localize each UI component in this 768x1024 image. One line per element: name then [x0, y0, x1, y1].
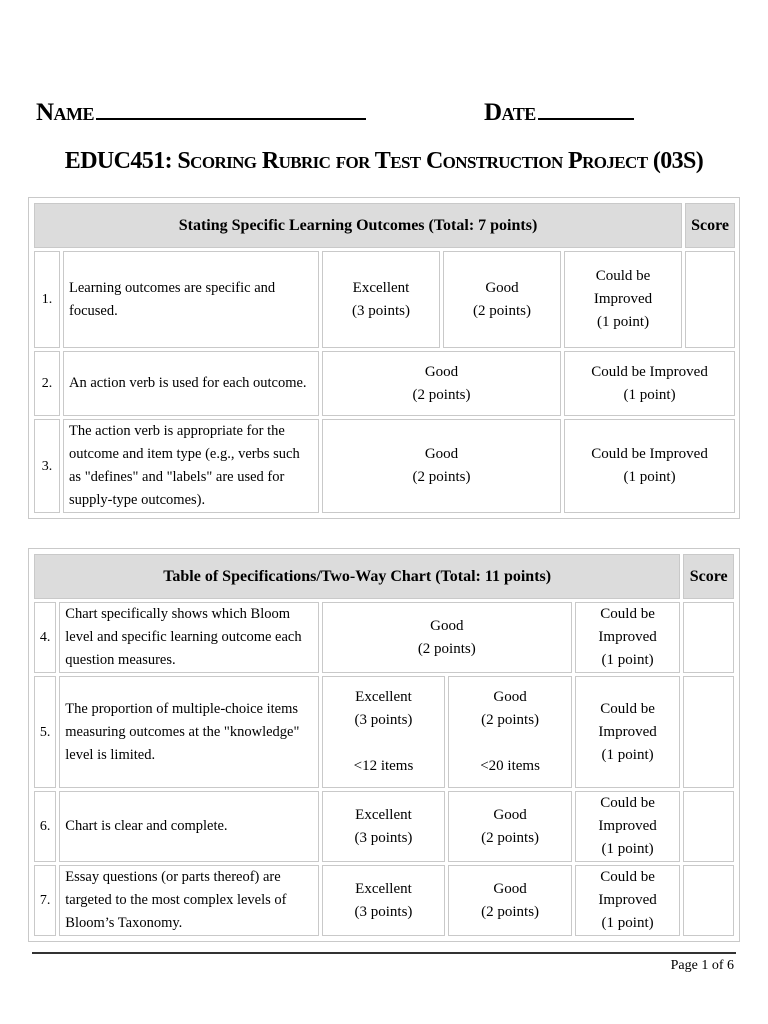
level-points: (1 point) — [596, 314, 650, 330]
name-field[interactable] — [36, 96, 366, 127]
level-points: (2 points) — [481, 829, 540, 846]
row-number: 2. — [34, 351, 60, 416]
level-label: Could be Improved — [598, 795, 657, 834]
level-could-be-improved — [564, 351, 735, 416]
criterion-text: An action verb is used for each outcome. — [63, 351, 319, 416]
level-could-be-improved — [564, 419, 735, 513]
page-number: Page 1 of 6 — [670, 958, 734, 973]
level-label: Could be Improved — [598, 700, 657, 740]
level-points: (1 point) — [601, 915, 654, 931]
level-points: (2 points) — [412, 469, 471, 485]
name-label: Name — [36, 99, 95, 126]
rubric-section-specifications — [28, 548, 740, 942]
date-label: Date — [484, 99, 536, 126]
level-points: (1 point) — [601, 746, 654, 763]
level-points: (1 point) — [623, 386, 676, 403]
section-header-row — [34, 203, 738, 248]
score-cell[interactable] — [683, 602, 734, 673]
level-points: (2 points) — [473, 302, 531, 319]
rubric-table-specifications — [31, 551, 737, 939]
level-label: Good — [430, 617, 464, 634]
rubric-table-outcomes — [31, 200, 741, 516]
table-row — [34, 676, 734, 788]
footer-divider — [32, 952, 736, 954]
criterion-text: Essay questions (or parts thereof) are targeted to the most complex levels of Bloom’s Taxonomy. — [59, 865, 318, 936]
date-blank-line[interactable] — [538, 96, 634, 120]
level-points: (1 point) — [601, 841, 654, 857]
level-note: <12 items — [353, 758, 414, 774]
criterion-text: The action verb is appropriate for the outcome and item type (e.g., verbs such as "defines" and "labels" are used for supply-type outcomes). — [63, 419, 319, 513]
level-good — [322, 419, 561, 513]
score-cell[interactable] — [685, 251, 735, 348]
level-excellent — [322, 865, 446, 936]
row-number: 6. — [34, 791, 56, 862]
table-row — [34, 419, 738, 513]
level-label: Good — [424, 363, 459, 380]
score-header: Score — [683, 554, 734, 599]
level-label: Could be Improved — [598, 869, 657, 908]
section-header-row — [34, 554, 734, 599]
level-points: (3 points) — [354, 829, 413, 846]
criterion-text: Chart specifically shows which Bloom level and specific learning outcome each question measures. — [59, 602, 318, 673]
score-header: Score — [685, 203, 735, 248]
level-label: Good — [493, 880, 527, 897]
level-good — [443, 251, 561, 348]
level-label: Could be Improved — [591, 363, 708, 380]
level-points: (3 points) — [352, 302, 410, 319]
score-cell[interactable] — [683, 865, 734, 936]
table-row — [34, 251, 738, 348]
section-heading: Table of Specifications/Two-Way Chart (Total: 11 points) — [34, 554, 680, 599]
level-good — [448, 676, 572, 788]
level-points: (3 points) — [354, 903, 413, 920]
table-row — [34, 602, 734, 673]
level-label: Excellent — [355, 880, 412, 897]
level-points: (1 point) — [623, 469, 676, 485]
row-number: 1. — [34, 251, 60, 348]
level-points: (3 points) — [354, 712, 413, 728]
date-field[interactable] — [484, 96, 634, 127]
level-good — [448, 791, 572, 862]
rubric-section-outcomes — [28, 197, 740, 519]
table-row — [34, 791, 734, 862]
level-label: Good — [424, 446, 459, 462]
level-label: Good — [493, 689, 527, 705]
name-blank-line[interactable] — [96, 96, 366, 120]
level-label: Excellent — [355, 689, 412, 705]
level-label: Could be Improved — [593, 268, 653, 307]
level-good — [322, 602, 572, 673]
level-label: Excellent — [355, 806, 412, 823]
level-points: (1 point) — [601, 652, 654, 668]
table-row — [34, 351, 738, 416]
page-title: EDUC451: Scoring Rubric for Test Construction Project (03S) — [64, 148, 704, 174]
level-could-be-improved — [575, 791, 680, 862]
row-number: 4. — [34, 602, 56, 673]
header-row — [36, 96, 732, 136]
section-heading: Stating Specific Learning Outcomes (Total: 7 points) — [34, 203, 682, 248]
level-excellent — [322, 251, 440, 348]
level-could-be-improved — [575, 602, 680, 673]
score-cell[interactable] — [683, 791, 734, 862]
row-number: 7. — [34, 865, 56, 936]
level-label: Could be Improved — [598, 606, 657, 645]
level-could-be-improved — [575, 865, 680, 936]
criterion-text: The proportion of multiple-choice items measuring outcomes at the "knowledge" level is limited. — [59, 676, 318, 788]
row-number: 5. — [34, 676, 56, 788]
level-points: (2 points) — [481, 903, 540, 920]
level-label: Excellent — [352, 279, 410, 296]
level-excellent — [322, 676, 446, 788]
level-points: (2 points) — [417, 640, 476, 657]
level-label: Good — [493, 806, 527, 823]
score-cell[interactable] — [683, 676, 734, 788]
criterion-text: Learning outcomes are specific and focused. — [63, 251, 319, 348]
level-label: Could be Improved — [591, 446, 708, 462]
level-note: <20 items — [480, 758, 540, 774]
level-excellent — [322, 791, 446, 862]
level-label: Good — [485, 279, 519, 296]
row-number: 3. — [34, 419, 60, 513]
level-good — [448, 865, 572, 936]
level-could-be-improved — [564, 251, 682, 348]
table-row — [34, 865, 734, 936]
level-could-be-improved — [575, 676, 680, 788]
level-points: (2 points) — [481, 712, 540, 728]
level-points: (2 points) — [412, 386, 471, 403]
criterion-text: Chart is clear and complete. — [59, 791, 318, 862]
level-good — [322, 351, 561, 416]
